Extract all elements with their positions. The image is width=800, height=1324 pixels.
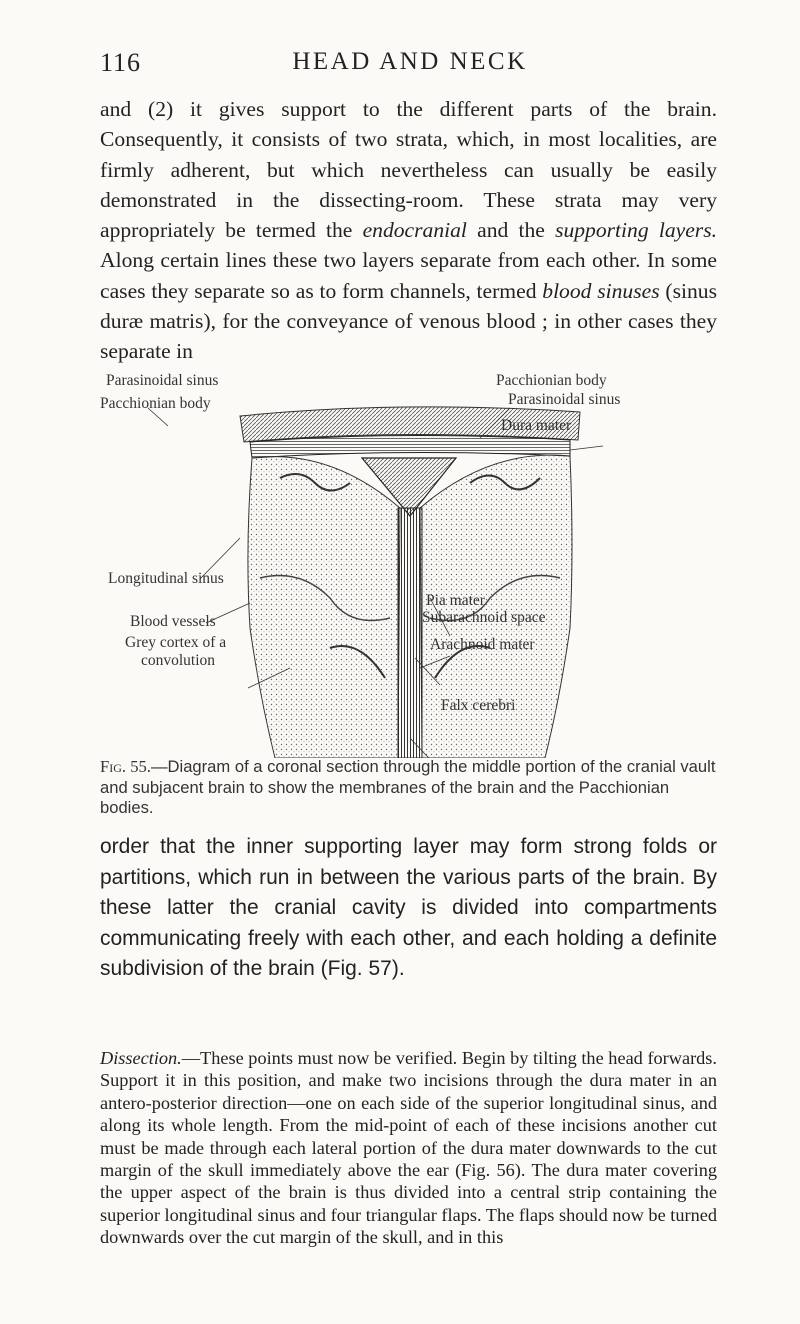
label-falx-cerebri: Falx cerebri bbox=[441, 697, 516, 714]
label-pacchionian-body-right: Pacchionian body bbox=[496, 372, 607, 389]
paragraph-1 bbox=[100, 94, 717, 367]
paragraph-3 bbox=[100, 1047, 717, 1249]
figure-caption bbox=[100, 757, 717, 819]
label-subarachnoid-space: Subarachnoid space bbox=[422, 609, 546, 626]
label-pia-mater: Pia mater bbox=[426, 592, 485, 609]
left-hemisphere bbox=[248, 457, 400, 758]
caption-text: —Diagram of a coronal section through the middle portion of the cranial vault and subjacent brain to show the membranes of the brain and the Pacchionian bodies. bbox=[100, 757, 716, 818]
page-header bbox=[100, 48, 720, 82]
label-dura-mater: Dura mater bbox=[501, 417, 572, 434]
text-run: and (2) it gives support to the different parts of the brain. Consequently, it consists of two strata, which, in most localities, are firmly adherent, but which nevertheless can usually be easily demonstrated in the dissecting-room. These strata may very appropriately be termed the bbox=[100, 97, 717, 243]
label-grey-cortex-line2: convolution bbox=[141, 652, 216, 669]
label-pacchionian-body-left: Pacchionian body bbox=[100, 395, 211, 412]
label-grey-cortex-line1: Grey cortex of a bbox=[125, 634, 227, 651]
italic-term: supporting layers. bbox=[555, 218, 718, 243]
dura-band bbox=[250, 435, 570, 458]
italic-term: blood sinuses bbox=[542, 278, 660, 303]
figure-number: Fig. 55. bbox=[100, 757, 151, 776]
dissection-text: —These points must now be verified. Begin by tilting the head forwards. Support it in this position, and make two incisions through the dura mater in an antero-posterior direction—one on each side of the superior longitudinal sinus, and along its whole length. From the mid-point of each of these incisions another cut must be made through each lateral portion of the dura mater downwards to the cut margin of the skull immediately above the ear (Fig. 56). The dura mater covering the upper aspect of the brain is thus divided into a central strip containing the superior longitudinal sinus and four triangular flaps. The flaps should now be turned downwards over the cut margin of the skull, and in this bbox=[100, 1048, 717, 1248]
label-longitudinal-sinus: Longitudinal sinus bbox=[108, 570, 224, 587]
label-parasinoidal-sinus-left: Parasinoidal sinus bbox=[106, 372, 219, 389]
dissection-heading: Dissection. bbox=[100, 1048, 182, 1068]
label-parasinoidal-sinus-right: Parasinoidal sinus bbox=[508, 391, 621, 408]
italic-term: endocranial bbox=[362, 218, 467, 243]
anatomical-figure bbox=[100, 372, 720, 798]
label-arachnoid-mater: Arachnoid mater bbox=[430, 636, 535, 653]
text-run: and the bbox=[466, 218, 556, 243]
page-number: 116 bbox=[100, 48, 142, 77]
paragraph-2: order that the inner supporting layer may form strong folds or partitions, which run in between the various parts of the brain. By these latter the cranial cavity is divided into compartments communicating freely with each other, and each holding a definite subdivision of the brain (Fig. 57). bbox=[100, 835, 717, 980]
text-run: (sinus duræ matris), for the conveyance of venous blood ; in other cases they separate in bbox=[100, 278, 717, 364]
label-blood-vessels: Blood vessels bbox=[130, 613, 216, 630]
running-head: HEAD AND NECK bbox=[292, 48, 528, 75]
text-run: Along certain lines these two layers separate from each other. In some cases they separate so as to form channels, termed bbox=[100, 248, 717, 303]
falx-cerebri bbox=[398, 508, 422, 758]
